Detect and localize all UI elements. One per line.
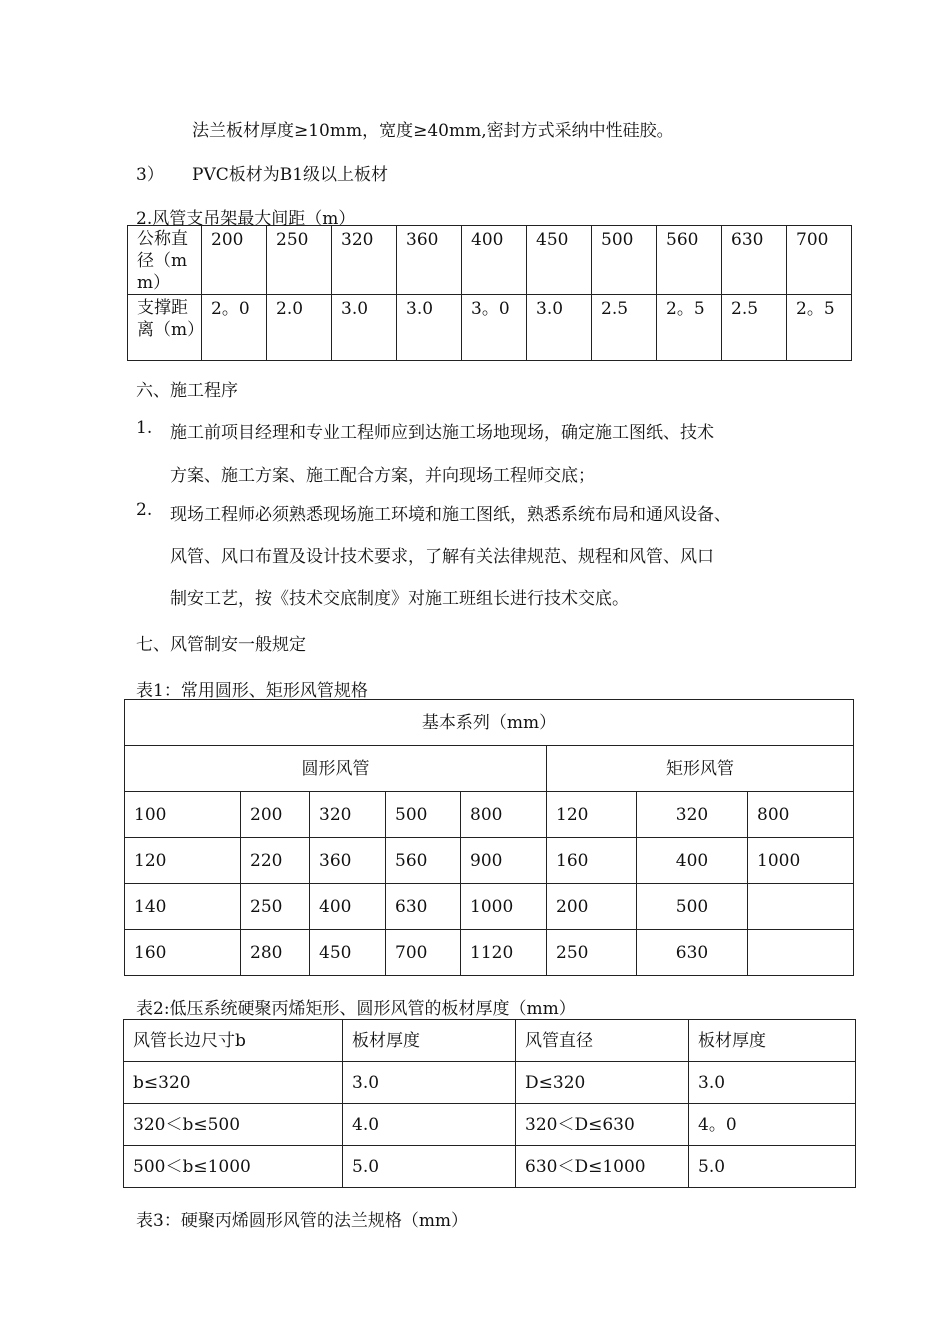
basic-series-header: 基本系列（mm）	[125, 700, 854, 746]
table-cell: D≤320	[516, 1062, 689, 1104]
table-cell: 400	[462, 226, 527, 295]
item-1-line-2: 方案、施工方案、施工配合方案，并向现场工程师交底；	[170, 466, 595, 486]
table-cell: 900	[461, 838, 547, 884]
table-header-cell: 板材厚度	[343, 1020, 516, 1062]
item-2-line-3: 制安工艺，按《技术交底制度》对施工班组长进行技术交底。	[170, 589, 629, 609]
table-cell: 4。0	[689, 1104, 856, 1146]
table-cell: 1120	[461, 930, 547, 976]
table-cell: 250	[267, 226, 332, 295]
table-cell: 500	[386, 792, 461, 838]
table-cell: 700	[386, 930, 461, 976]
table-cell: 320	[310, 792, 386, 838]
table-cell: 360	[310, 838, 386, 884]
table-cell: 280	[241, 930, 310, 976]
item-2-line-2: 风管、风口布置及设计技术要求，了解有关法律规范、规程和风管、风口	[170, 547, 714, 567]
table-row	[125, 930, 854, 976]
table-cell: 630	[722, 226, 787, 295]
table-cell: 2.5	[592, 295, 657, 361]
table-cell: 320	[332, 226, 397, 295]
table-row	[124, 1146, 856, 1188]
table-3-caption: 表3：硬聚丙烯圆形风管的法兰规格（mm）	[136, 1211, 469, 1231]
table-cell: 2。5	[657, 295, 722, 361]
table-2-caption: 表2:低压系统硬聚丙烯矩形、圆形风管的板材厚度（mm）	[136, 999, 576, 1019]
table-cell: 3.0	[332, 295, 397, 361]
pvc-item-text: PVC板材为B1级以上板材	[192, 165, 389, 185]
table-cell: 1000	[748, 838, 854, 884]
item-2-number: 2.	[136, 500, 153, 520]
table-cell: 320＜D≤630	[516, 1104, 689, 1146]
support-table-title: 2.风管支吊架最大间距（m）	[136, 209, 356, 229]
nominal-diameter-label: 公称直径（mm）	[128, 226, 202, 295]
table-cell: 5.0	[343, 1146, 516, 1188]
table-cell: 250	[241, 884, 310, 930]
table-row	[125, 838, 854, 884]
table-row	[124, 1062, 856, 1104]
flange-spec-line: 法兰板材厚度≥10mm，宽度≥40mm,密封方式采纳中性硅胶。	[192, 121, 674, 141]
table-cell: 200	[547, 884, 637, 930]
table-row	[125, 746, 854, 792]
table-cell: 140	[125, 884, 241, 930]
table-cell: 320＜b≤500	[124, 1104, 343, 1146]
table-cell: 1000	[461, 884, 547, 930]
item-1-number: 1.	[136, 418, 153, 438]
table-cell: 3。0	[462, 295, 527, 361]
table-cell: 560	[657, 226, 722, 295]
table-cell: b≤320	[124, 1062, 343, 1104]
table-cell: 360	[397, 226, 462, 295]
table-cell: 3.0	[343, 1062, 516, 1104]
pvc-item-number: 3）	[136, 165, 164, 185]
duct-spec-table	[124, 699, 854, 976]
table-cell: 630	[637, 930, 748, 976]
table-cell: 500	[637, 884, 748, 930]
table-cell: 800	[461, 792, 547, 838]
table-cell: 100	[125, 792, 241, 838]
support-spacing-table	[127, 225, 852, 361]
table-cell: 320	[637, 792, 748, 838]
section-7-heading: 七、风管制安一般规定	[136, 635, 306, 655]
table-cell: 2。5	[787, 295, 852, 361]
table-header-cell: 风管长边尺寸b	[124, 1020, 343, 1062]
table-cell: 160	[125, 930, 241, 976]
table-1-caption: 表1：常用圆形、矩形风管规格	[136, 681, 368, 701]
table-cell: 3.0	[397, 295, 462, 361]
table-cell: 200	[241, 792, 310, 838]
table-cell: 2。0	[202, 295, 267, 361]
table-header-cell: 板材厚度	[689, 1020, 856, 1062]
support-distance-label: 支撑距离（m）	[128, 295, 202, 361]
table-row	[128, 226, 852, 295]
table-cell: 5.0	[689, 1146, 856, 1188]
table-cell: 700	[787, 226, 852, 295]
table-row	[124, 1104, 856, 1146]
table-cell: 450	[527, 226, 592, 295]
item-1-line-1: 施工前项目经理和专业工程师应到达施工场地现场，确定施工图纸、技术	[170, 423, 714, 443]
table-cell: 220	[241, 838, 310, 884]
table-cell: 2.5	[722, 295, 787, 361]
item-2-line-1: 现场工程师必须熟悉现场施工环境和施工图纸，熟悉系统布局和通风设备、	[170, 505, 731, 525]
table-cell: 400	[310, 884, 386, 930]
table-header-cell: 风管直径	[516, 1020, 689, 1062]
table-cell: 500	[592, 226, 657, 295]
table-cell	[748, 930, 854, 976]
table-cell: 250	[547, 930, 637, 976]
table-cell: 3.0	[689, 1062, 856, 1104]
table-cell: 630	[386, 884, 461, 930]
table-cell: 200	[202, 226, 267, 295]
table-cell: 160	[547, 838, 637, 884]
table-cell: 120	[125, 838, 241, 884]
table-cell: 120	[547, 792, 637, 838]
table-cell: 400	[637, 838, 748, 884]
section-6-heading: 六、施工程序	[136, 381, 238, 401]
table-cell: 630＜D≤1000	[516, 1146, 689, 1188]
table-cell: 500＜b≤1000	[124, 1146, 343, 1188]
round-duct-header: 圆形风管	[125, 746, 547, 792]
table-cell	[748, 884, 854, 930]
table-row	[124, 1020, 856, 1062]
table-row	[125, 884, 854, 930]
table-cell: 3.0	[527, 295, 592, 361]
sheet-thickness-table	[123, 1019, 856, 1188]
table-cell: 800	[748, 792, 854, 838]
table-cell: 450	[310, 930, 386, 976]
table-cell: 2.0	[267, 295, 332, 361]
rect-duct-header: 矩形风管	[547, 746, 854, 792]
table-row	[125, 700, 854, 746]
table-cell: 4.0	[343, 1104, 516, 1146]
table-cell: 560	[386, 838, 461, 884]
table-row	[128, 295, 852, 361]
table-row	[125, 792, 854, 838]
